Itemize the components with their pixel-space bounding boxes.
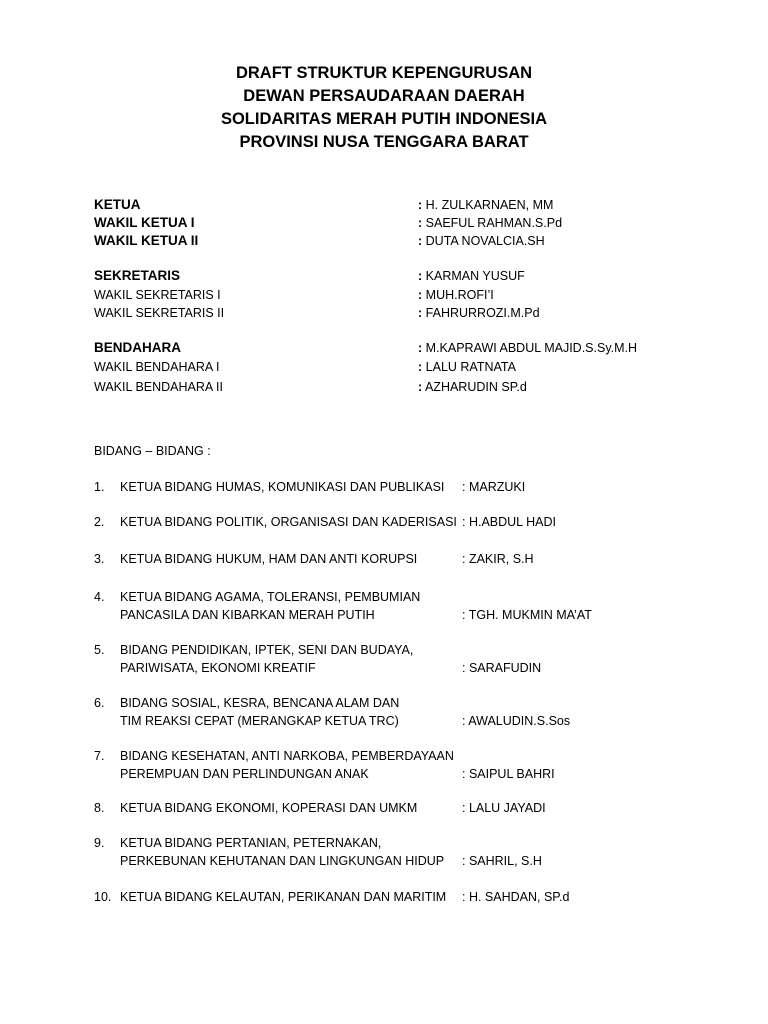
field-title-cont: TIM REAKSI CEPAT (MERANGKAP KETUA TRC) <box>120 714 399 728</box>
field-number: 7. <box>94 749 105 763</box>
field-title: KETUA BIDANG EKONOMI, KOPERASI DAN UMKM <box>120 801 418 815</box>
role-label: SEKRETARIS <box>94 268 181 283</box>
role-label: WAKIL BENDAHARA I <box>94 360 220 374</box>
field-number: 9. <box>94 836 105 850</box>
role-label: BENDAHARA <box>94 340 181 355</box>
field-title: KETUA BIDANG HUMAS, KOMUNIKASI DAN PUBLIKASI <box>120 480 445 494</box>
document-title <box>0 62 768 154</box>
roster-row-sekretaris <box>94 267 714 285</box>
field-leader: : SAHRIL, S.H <box>462 854 542 868</box>
field-title: KETUA BIDANG KELAUTAN, PERIKANAN DAN MARITIM <box>120 890 447 904</box>
person-name: : M.KAPRAWI ABDUL MAJID.S.Sy.M.H <box>418 341 638 355</box>
field-title: KETUA BIDANG PERTANIAN, PETERNAKAN, <box>120 836 382 850</box>
field-number: 4. <box>94 590 105 604</box>
field-leader: : SARAFUDIN <box>462 661 542 675</box>
roster-row-wakil-sekretaris-2 <box>94 304 714 322</box>
field-title: BIDANG PENDIDIKAN, IPTEK, SENI DAN BUDAYA, <box>120 643 414 657</box>
field-leader: : AWALUDIN.S.Sos <box>462 714 571 728</box>
roster-row-wakil-ketua-1 <box>94 214 714 232</box>
field-leader: : LALU JAYADI <box>462 801 546 815</box>
field-title: BIDANG SOSIAL, KESRA, BENCANA ALAM DAN <box>120 696 400 710</box>
roster-row-bendahara <box>94 339 714 357</box>
roster-row-wakil-ketua-2 <box>94 232 714 250</box>
roster-row-wakil-bendahara-2 <box>94 378 714 396</box>
field-leader: : ZAKIR, S.H <box>462 552 534 566</box>
roster-row-wakil-sekretaris-1 <box>94 286 714 304</box>
field-leader: : H. SAHDAN, SP.d <box>462 890 570 904</box>
field-title-cont: PANCASILA DAN KIBARKAN MERAH PUTIH <box>120 608 375 622</box>
person-name: : SAEFUL RAHMAN.S.Pd <box>418 216 563 230</box>
field-leader: : H.ABDUL HADI <box>462 515 557 529</box>
field-leader: : TGH. MUKMIN MA’AT <box>462 608 592 622</box>
field-title: KETUA BIDANG HUKUM, HAM DAN ANTI KORUPSI <box>120 552 418 566</box>
field-title-cont: PARIWISATA, EKONOMI KREATIF <box>120 661 316 675</box>
field-number: 3. <box>94 552 105 566</box>
field-title: BIDANG KESEHATAN, ANTI NARKOBA, PEMBERDAYAAN <box>120 749 454 763</box>
field-number: 8. <box>94 801 105 815</box>
role-label: WAKIL BENDAHARA II <box>94 380 223 394</box>
title-line: SOLIDARITAS MERAH PUTIH INDONESIA <box>220 110 548 128</box>
title-line: DRAFT STRUKTUR KEPENGURUSAN <box>235 64 533 82</box>
field-leader: : MARZUKI <box>462 480 526 494</box>
field-leader: : SAIPUL BAHRI <box>462 767 555 781</box>
field-number: 2. <box>94 515 105 529</box>
field-number: 6. <box>94 696 105 710</box>
person-name: : KARMAN YUSUF <box>418 269 525 283</box>
field-number: 5. <box>94 643 105 657</box>
field-number: 10. <box>94 890 112 904</box>
fields-heading: BIDANG – BIDANG : <box>94 444 211 458</box>
title-line: DEWAN PERSAUDARAAN DAERAH <box>243 87 525 105</box>
person-name: : H. ZULKARNAEN, MM <box>418 198 554 212</box>
roster-row-ketua <box>94 196 714 214</box>
person-name: : DUTA NOVALCIA.SH <box>418 234 545 248</box>
person-name: : FAHRURROZI.M.Pd <box>418 306 540 320</box>
roster-row-wakil-bendahara-1 <box>94 358 714 376</box>
role-label: WAKIL KETUA II <box>94 233 199 248</box>
person-name: : AZHARUDIN SP.d <box>418 380 527 394</box>
role-label: WAKIL SEKRETARIS I <box>94 288 221 302</box>
role-label: WAKIL SEKRETARIS II <box>94 306 225 320</box>
person-name: : MUH.ROFI’I <box>418 288 494 302</box>
field-title: KETUA BIDANG AGAMA, TOLERANSI, PEMBUMIAN <box>120 590 421 604</box>
role-label: WAKIL KETUA I <box>94 215 195 230</box>
person-name: : LALU RATNATA <box>418 360 516 374</box>
field-title-cont: PERKEBUNAN KEHUTANAN DAN LINGKUNGAN HIDUP <box>120 854 445 868</box>
field-number: 1. <box>94 480 105 494</box>
title-line: PROVINSI NUSA TENGGARA BARAT <box>239 133 529 151</box>
field-title: KETUA BIDANG POLITIK, ORGANISASI DAN KADERISASI <box>120 515 457 529</box>
field-title-cont: PEREMPUAN DAN PERLINDUNGAN ANAK <box>120 767 369 781</box>
role-label: KETUA <box>94 197 141 212</box>
